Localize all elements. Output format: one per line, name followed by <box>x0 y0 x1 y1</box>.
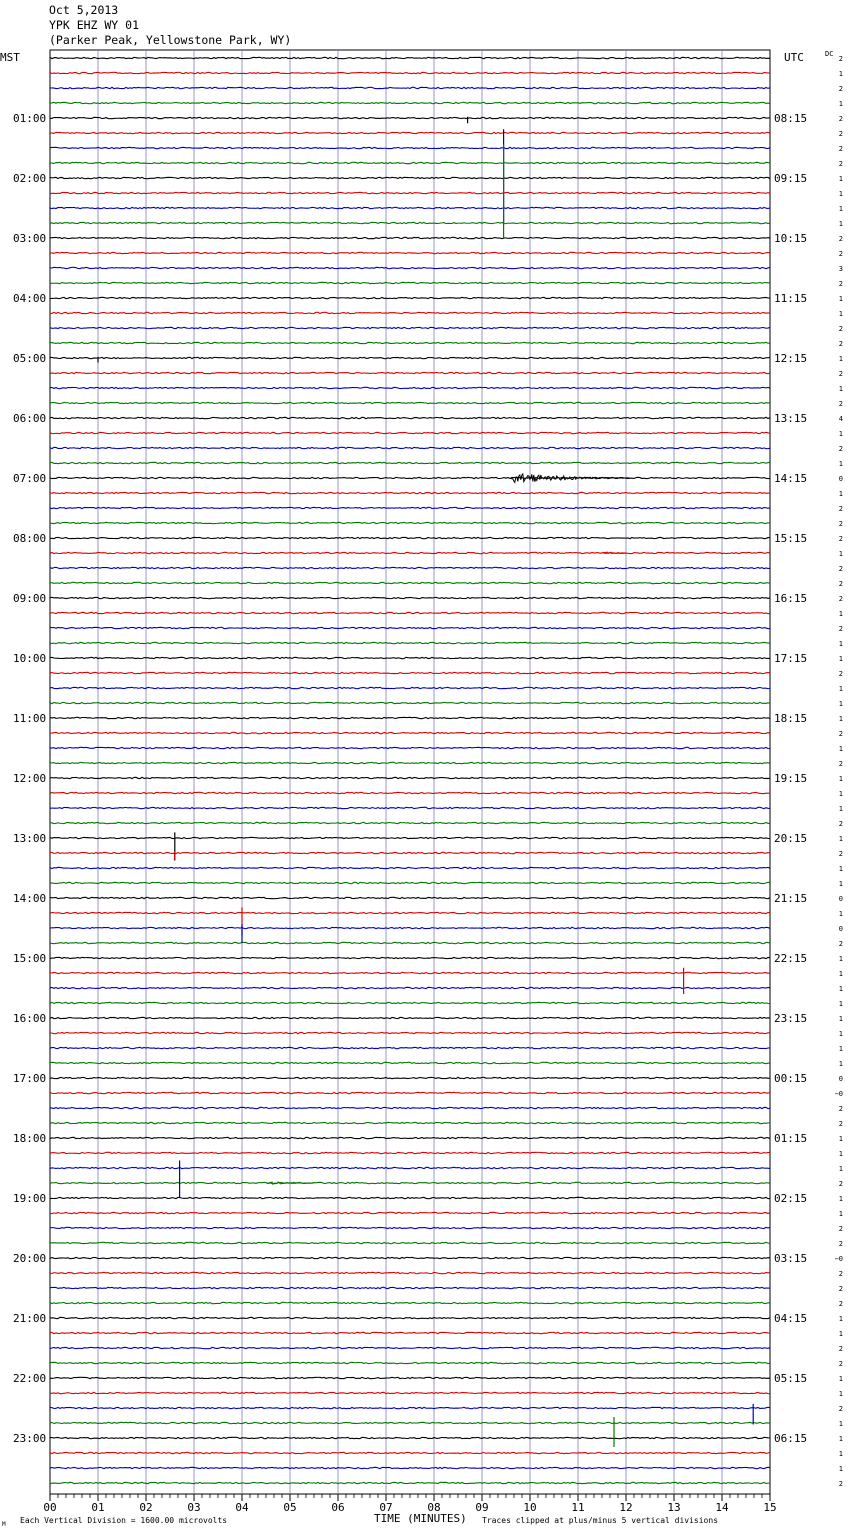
seismic-trace <box>50 147 770 148</box>
plot-date: Oct 5,2013 <box>49 3 119 17</box>
mst-hour-label: 09:00 <box>13 592 47 605</box>
x-tick-label: 08 <box>427 1501 441 1514</box>
dc-offset-value: 1 <box>838 1315 843 1323</box>
dc-offset-value: 2 <box>838 1405 843 1413</box>
seismic-trace <box>50 1332 770 1333</box>
seismic-trace <box>50 357 770 358</box>
x-tick-label: 12 <box>619 1501 633 1514</box>
utc-hour-label: 22:15 <box>774 952 808 965</box>
x-tick-label: 15 <box>763 1501 777 1514</box>
dc-offset-value: 1 <box>838 310 843 318</box>
dc-offset-value: 1 <box>838 220 843 228</box>
dc-offset-value: 1 <box>838 205 843 213</box>
dc-offset-value: 1 <box>838 775 843 783</box>
mst-hour-label: 18:00 <box>13 1132 47 1145</box>
utc-hour-label: 06:15 <box>774 1432 808 1445</box>
seismic-trace <box>50 582 770 583</box>
x-tick-label: 01 <box>91 1501 105 1514</box>
seismic-trace <box>50 822 770 823</box>
seismic-trace <box>50 1437 770 1438</box>
seismic-trace <box>50 297 770 298</box>
mst-hour-label: 17:00 <box>13 1072 47 1085</box>
seismic-trace <box>50 87 770 88</box>
dc-offset-value: 1 <box>838 1030 843 1038</box>
dc-offset-value: 2 <box>838 130 843 138</box>
mst-hour-label: 22:00 <box>13 1372 47 1385</box>
seismic-trace <box>50 627 770 628</box>
utc-hour-label: 08:15 <box>774 112 808 125</box>
seismic-trace <box>50 72 770 73</box>
seismic-trace <box>50 1137 770 1138</box>
x-tick-label: 10 <box>523 1501 537 1514</box>
seismic-trace <box>50 327 770 328</box>
dc-offset-value: 1 <box>838 1000 843 1008</box>
seismic-trace <box>50 1122 770 1123</box>
seismic-trace <box>50 267 770 268</box>
dc-offset-value: 1 <box>838 1045 843 1053</box>
dc-offset-value: 1 <box>838 985 843 993</box>
dc-offset-value: 1 <box>838 700 843 708</box>
seismic-trace <box>50 372 770 373</box>
dc-offset-value: 2 <box>838 1285 843 1293</box>
mst-hour-label: 11:00 <box>13 712 47 725</box>
utc-axis-label: UTC <box>784 51 804 64</box>
dc-offset-value: 0 <box>838 1075 843 1083</box>
seismic-trace <box>50 57 770 58</box>
utc-hour-label: 15:15 <box>774 532 808 545</box>
seismic-trace <box>50 282 770 283</box>
seismic-trace <box>50 177 770 178</box>
dc-offset-value: −0 <box>834 1090 843 1098</box>
dc-offset-value: 2 <box>838 325 843 333</box>
seismic-trace <box>50 597 770 598</box>
seismic-trace <box>50 1362 770 1363</box>
dc-offset-value: 1 <box>838 1435 843 1443</box>
seismic-trace <box>50 537 770 538</box>
mst-hour-label: 07:00 <box>13 472 47 485</box>
mst-hour-label: 15:00 <box>13 952 47 965</box>
dc-offset-value: 2 <box>838 1225 843 1233</box>
station-code: YPK EHZ WY 01 <box>49 18 140 32</box>
seismic-trace <box>50 732 770 733</box>
dc-offset-value: 1 <box>838 655 843 663</box>
dc-offset-value: 1 <box>838 790 843 798</box>
seismic-trace <box>50 162 770 163</box>
dc-offset-value: 1 <box>838 970 843 978</box>
dc-offset-value: 2 <box>838 1360 843 1368</box>
dc-offset-value: 2 <box>838 1270 843 1278</box>
seismic-trace <box>50 687 770 688</box>
x-tick-label: 14 <box>715 1501 729 1514</box>
dc-offset-value: 1 <box>838 1135 843 1143</box>
seismic-trace <box>50 117 770 118</box>
seismic-trace <box>50 642 770 643</box>
x-axis-title: TIME (MINUTES) <box>374 1512 467 1525</box>
dc-offset-value: 2 <box>838 85 843 93</box>
dc-offset-value: 0 <box>838 925 843 933</box>
dc-offset-value: 1 <box>838 715 843 723</box>
dc-offset-value: 2 <box>838 145 843 153</box>
dc-offset-value: 1 <box>838 1195 843 1203</box>
dc-offset-value: 2 <box>838 55 843 63</box>
dc-offset-value: 2 <box>838 1240 843 1248</box>
utc-hour-label: 19:15 <box>774 772 808 785</box>
seismic-trace <box>50 672 770 673</box>
dc-offset-value: 1 <box>838 1150 843 1158</box>
dc-offset-value: 4 <box>838 415 843 423</box>
dc-offset-value: 1 <box>838 1015 843 1023</box>
seismic-trace <box>50 1482 770 1483</box>
utc-hour-label: 21:15 <box>774 892 808 905</box>
mst-hour-label: 13:00 <box>13 832 47 845</box>
x-tick-label: 05 <box>283 1501 297 1514</box>
seismic-trace <box>50 1062 770 1063</box>
utc-hour-label: 18:15 <box>774 712 808 725</box>
seismic-trace <box>50 1047 770 1048</box>
dc-offset-value: 1 <box>838 880 843 888</box>
dc-offset-value: 2 <box>838 1345 843 1353</box>
mst-hour-label: 06:00 <box>13 412 47 425</box>
seismic-trace <box>50 207 770 208</box>
mst-hour-label: 21:00 <box>13 1312 47 1325</box>
dc-offset-value: 2 <box>838 535 843 543</box>
seismic-trace <box>50 132 770 133</box>
seismic-trace <box>50 1092 770 1093</box>
dc-offset-value: 2 <box>838 340 843 348</box>
seismic-trace <box>50 1422 770 1423</box>
dc-offset-value: 1 <box>838 1465 843 1473</box>
dc-offset-value: 2 <box>838 505 843 513</box>
mst-hour-label: 23:00 <box>13 1432 47 1445</box>
mst-hour-label: 12:00 <box>13 772 47 785</box>
dc-offset-value: 1 <box>838 1390 843 1398</box>
seismic-trace <box>50 942 770 943</box>
mst-hour-label: 10:00 <box>13 652 47 665</box>
mst-hour-label: 05:00 <box>13 352 47 365</box>
seismic-trace <box>50 1107 770 1108</box>
seismic-trace <box>50 447 770 448</box>
seismic-trace <box>50 837 770 838</box>
dc-offset-value: 1 <box>838 175 843 183</box>
dc-offset-value: 2 <box>838 595 843 603</box>
dc-offset-value: 1 <box>838 1330 843 1338</box>
seismic-trace <box>50 1182 770 1183</box>
dc-offset-value: 1 <box>838 1210 843 1218</box>
seismic-trace <box>50 1272 770 1273</box>
seismic-trace <box>50 387 770 388</box>
dc-offset-value: 2 <box>838 280 843 288</box>
seismic-trace <box>50 522 770 523</box>
seismic-trace <box>50 462 770 463</box>
dc-offset-value: −0 <box>834 1255 843 1263</box>
seismic-trace <box>50 1407 770 1408</box>
dc-offset-value: 2 <box>838 1180 843 1188</box>
dc-offset-value: 1 <box>838 460 843 468</box>
seismic-trace <box>50 1302 770 1303</box>
seismic-trace <box>50 1197 770 1198</box>
utc-hour-label: 09:15 <box>774 172 808 185</box>
seismic-trace <box>50 1032 770 1033</box>
seismic-trace <box>50 792 770 793</box>
mst-hour-label: 04:00 <box>13 292 47 305</box>
dc-offset-value: 2 <box>838 235 843 243</box>
seismic-trace <box>50 1242 770 1243</box>
dc-offset-value: 1 <box>838 835 843 843</box>
dc-offset-value: 2 <box>838 760 843 768</box>
x-tick-label: 06 <box>331 1501 345 1514</box>
mst-axis-label: MST <box>0 51 20 64</box>
seismic-trace <box>50 222 770 223</box>
seismic-trace <box>50 552 770 553</box>
mst-hour-label: 16:00 <box>13 1012 47 1025</box>
dc-offset-value: 2 <box>838 850 843 858</box>
x-tick-label: 07 <box>379 1501 393 1514</box>
utc-hour-label: 02:15 <box>774 1192 808 1205</box>
dc-offset-value: 1 <box>838 640 843 648</box>
mst-hour-label: 20:00 <box>13 1252 47 1265</box>
seismic-trace <box>50 342 770 343</box>
dc-offset-value: 1 <box>838 1165 843 1173</box>
x-tick-label: 11 <box>571 1501 585 1514</box>
dc-offset-value: 1 <box>838 955 843 963</box>
station-location: (Parker Peak, Yellowstone Park, WY) <box>49 33 292 47</box>
seismic-trace <box>50 1152 770 1153</box>
label-group <box>13 55 843 1514</box>
utc-hour-label: 20:15 <box>774 832 808 845</box>
dc-offset-value: 2 <box>838 520 843 528</box>
seismic-trace <box>50 1287 770 1288</box>
utc-hour-label: 01:15 <box>774 1132 808 1145</box>
dc-offset-value: 1 <box>838 100 843 108</box>
seismic-trace <box>50 1017 770 1018</box>
dc-offset-value: 2 <box>838 625 843 633</box>
seismic-trace <box>50 492 770 493</box>
x-tick-label: 03 <box>187 1501 201 1514</box>
seismic-trace <box>50 1452 770 1453</box>
utc-hour-label: 16:15 <box>774 592 808 605</box>
seismic-trace <box>50 237 770 238</box>
seismic-trace <box>50 882 770 883</box>
dc-offset-value: 1 <box>838 1450 843 1458</box>
seismic-trace <box>50 1227 770 1228</box>
utc-hour-label: 05:15 <box>774 1372 808 1385</box>
dc-offset-value: 1 <box>838 550 843 558</box>
dc-offset-value: 1 <box>838 910 843 918</box>
seismic-trace <box>50 1257 770 1258</box>
dc-offset-value: 1 <box>838 385 843 393</box>
dc-offset-value: 3 <box>838 265 843 273</box>
scale-note: Each Vertical Division = 1600.00 microvolts <box>20 1516 228 1525</box>
clip-note: Traces clipped at plus/minus 5 vertical divisions <box>482 1516 719 1525</box>
seismic-trace <box>50 192 770 193</box>
seismic-trace <box>50 777 770 778</box>
dc-offset-value: 1 <box>838 490 843 498</box>
dc-offset-value: 1 <box>838 610 843 618</box>
seismic-trace <box>50 102 770 103</box>
utc-hour-label: 14:15 <box>774 472 808 485</box>
seismic-trace <box>50 1167 770 1168</box>
seismic-trace <box>50 1467 770 1468</box>
dc-offset-value: 2 <box>838 580 843 588</box>
dc-offset-value: 2 <box>838 565 843 573</box>
utc-hour-label: 04:15 <box>774 1312 808 1325</box>
mst-hour-label: 08:00 <box>13 532 47 545</box>
seismic-trace <box>50 612 770 613</box>
dc-offset-value: 1 <box>838 805 843 813</box>
dc-offset-value: 2 <box>838 445 843 453</box>
seismic-trace <box>50 432 770 433</box>
seismic-trace <box>50 477 770 478</box>
dc-offset-value: 1 <box>838 430 843 438</box>
dc-offset-value: 2 <box>838 670 843 678</box>
dc-offset-value: 2 <box>838 1105 843 1113</box>
x-tick-label: 00 <box>43 1501 57 1514</box>
seismic-trace <box>50 417 770 418</box>
utc-hour-label: 23:15 <box>774 1012 808 1025</box>
dc-offset-value: 2 <box>838 820 843 828</box>
seismic-trace <box>50 312 770 313</box>
seismic-trace <box>50 702 770 703</box>
seismic-trace <box>50 657 770 658</box>
seismic-trace <box>50 402 770 403</box>
dc-offset-value: 2 <box>838 160 843 168</box>
mst-hour-label: 02:00 <box>13 172 47 185</box>
minute-grid <box>98 50 722 1494</box>
trace-group <box>50 57 770 1483</box>
mst-hour-label: 14:00 <box>13 892 47 905</box>
seismic-trace <box>50 1317 770 1318</box>
seismic-trace <box>50 957 770 958</box>
dc-offset-value: 1 <box>838 745 843 753</box>
dc-offset-value: 1 <box>838 1060 843 1068</box>
utc-hour-label: 12:15 <box>774 352 808 365</box>
utc-hour-label: 11:15 <box>774 292 808 305</box>
dc-offset-value: 2 <box>838 1480 843 1488</box>
dc-offset-value: 1 <box>838 1375 843 1383</box>
mst-hour-label: 03:00 <box>13 232 47 245</box>
dc-offset-value: 1 <box>838 865 843 873</box>
seismic-trace <box>50 897 770 898</box>
dc-offset-value: 2 <box>838 1120 843 1128</box>
dc-offset-value: 1 <box>838 355 843 363</box>
x-tick-label: 04 <box>235 1501 249 1514</box>
dc-offset-value: 2 <box>838 1300 843 1308</box>
dc-offset-value: 0 <box>838 475 843 483</box>
x-tick-label: 02 <box>139 1501 153 1514</box>
x-tick-label: 13 <box>667 1501 681 1514</box>
seismic-trace <box>50 987 770 988</box>
dc-offset-value: 2 <box>838 370 843 378</box>
seismic-trace <box>50 852 770 853</box>
dc-offset-value: 1 <box>838 685 843 693</box>
seismic-trace <box>50 807 770 808</box>
corner-mark: M <box>2 1521 6 1528</box>
dc-offset-value: 2 <box>838 940 843 948</box>
seismic-trace <box>50 252 770 253</box>
seismic-trace <box>50 567 770 568</box>
seismic-trace <box>50 1347 770 1348</box>
seismic-trace <box>50 972 770 973</box>
utc-hour-label: 03:15 <box>774 1252 808 1265</box>
utc-hour-label: 10:15 <box>774 232 808 245</box>
dc-offset-value: 1 <box>838 190 843 198</box>
seismic-trace <box>50 1002 770 1003</box>
seismic-trace <box>50 762 770 763</box>
utc-hour-label: 17:15 <box>774 652 808 665</box>
dc-offset-value: 0 <box>838 895 843 903</box>
seismic-trace <box>50 1377 770 1378</box>
seismic-trace <box>50 927 770 928</box>
x-tick-label: 09 <box>475 1501 489 1514</box>
mst-hour-label: 01:00 <box>13 112 47 125</box>
seismic-trace <box>50 1392 770 1393</box>
seismic-trace <box>50 867 770 868</box>
seismic-trace <box>50 507 770 508</box>
plot-frame <box>50 50 770 1494</box>
utc-hour-label: 13:15 <box>774 412 808 425</box>
utc-hour-label: 00:15 <box>774 1072 808 1085</box>
dc-offset-value: 2 <box>838 250 843 258</box>
dc-offset-value: 1 <box>838 295 843 303</box>
dc-offset-value: 1 <box>838 70 843 78</box>
seismic-trace <box>50 1077 770 1078</box>
dc-offset-value: 2 <box>838 400 843 408</box>
dc-offset-value: 2 <box>838 115 843 123</box>
seismic-trace <box>50 1212 770 1213</box>
seismic-trace <box>50 912 770 913</box>
mst-hour-label: 19:00 <box>13 1192 47 1205</box>
dc-label: DC <box>825 50 834 58</box>
dc-offset-value: 1 <box>838 1420 843 1428</box>
dc-offset-value: 2 <box>838 730 843 738</box>
seismic-trace <box>50 717 770 718</box>
seismic-trace <box>50 747 770 748</box>
